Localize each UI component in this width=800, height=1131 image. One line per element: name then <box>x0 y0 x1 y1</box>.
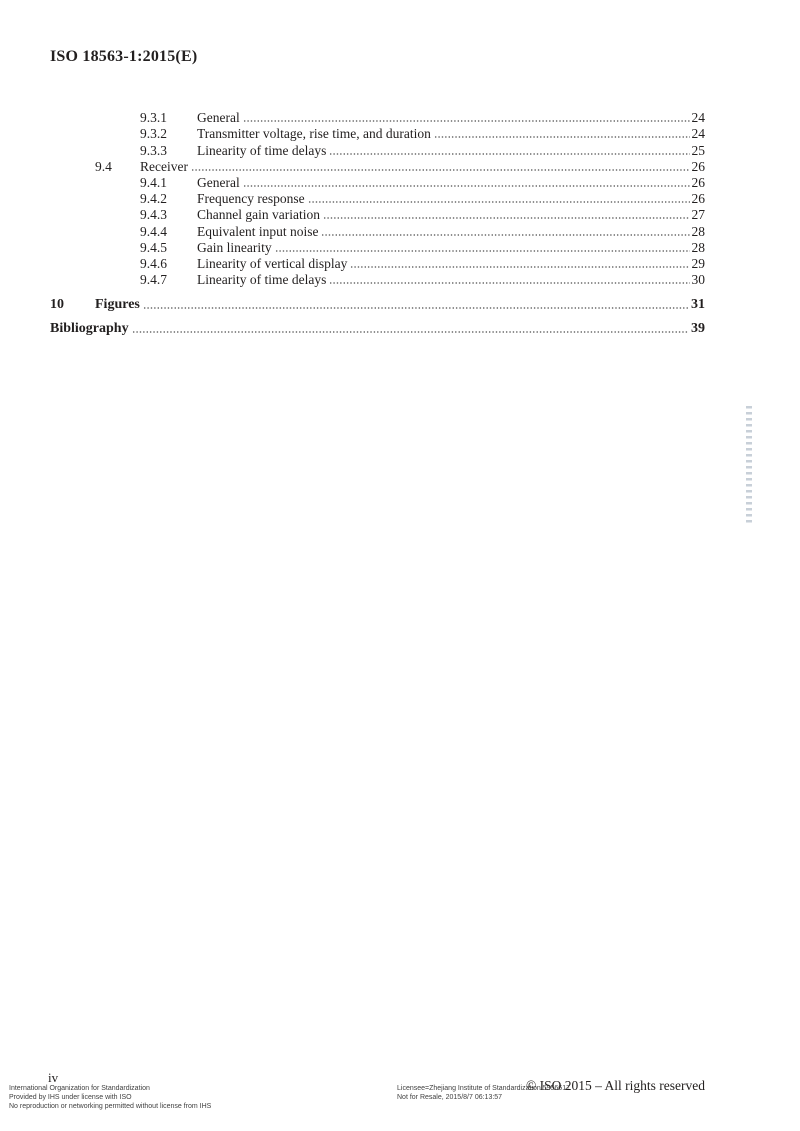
toc-entry-number: 9.4.7 <box>140 272 167 288</box>
document-header-title: ISO 18563-1:2015(E) <box>50 48 198 65</box>
toc-entry-page-number: 26 <box>691 158 705 174</box>
toc-entry <box>50 174 705 190</box>
dot-leader <box>323 217 690 219</box>
toc-entry-page-number: 26 <box>691 191 705 207</box>
toc-entry <box>50 320 705 336</box>
toc-entry-title: Gain linearity <box>197 239 272 255</box>
toc-entry-title: Linearity of time delays <box>197 142 327 158</box>
toc-entry-page-number: 24 <box>691 126 705 142</box>
toc-entry <box>50 222 705 238</box>
toc-entry-page-number: 27 <box>691 207 705 223</box>
toc-entry-page-number: 39 <box>691 321 705 337</box>
toc-entry <box>50 206 705 222</box>
toc-entry <box>50 255 705 271</box>
toc-entry <box>50 296 705 312</box>
dot-leader <box>329 282 689 284</box>
toc-entry-title: Channel gain variation <box>197 207 320 223</box>
footer-licensee-line: Licensee=Zhejiang Institute of Standardization 5956617 <box>397 1085 570 1092</box>
toc-entry <box>50 109 705 125</box>
toc-entry-title: Bibliography <box>50 321 129 337</box>
toc-entry <box>50 125 705 141</box>
toc-entry-number: 9.4.6 <box>140 255 167 271</box>
toc-entry-page-number: 31 <box>691 296 705 312</box>
toc-entry-number: 9.4.3 <box>140 207 167 223</box>
dot-leader <box>308 201 690 203</box>
toc-entry-number: 9.4 <box>95 158 112 174</box>
dot-leader <box>243 120 690 122</box>
toc-entry-page-number: 25 <box>691 142 705 158</box>
footer-license-block-left <box>9 1084 211 1111</box>
toc-entry <box>50 239 705 255</box>
right-margin-vertical-license-text <box>746 406 752 524</box>
toc-entry-number: 10 <box>50 296 64 312</box>
toc-entry-title: Frequency response <box>197 191 305 207</box>
toc-entry-page-number: 30 <box>691 272 705 288</box>
toc-entry <box>50 141 705 157</box>
toc-entry-number: 9.4.5 <box>140 239 167 255</box>
toc-entry-number: 9.3.1 <box>140 110 167 126</box>
toc-entry-page-number: 24 <box>691 110 705 126</box>
toc-entry <box>50 190 705 206</box>
dot-leader <box>191 169 690 171</box>
toc-entry-title: Linearity of vertical display <box>197 255 348 271</box>
toc-entry-page-number: 29 <box>691 255 705 271</box>
dot-leader <box>350 266 689 268</box>
toc-entry-number: 9.4.4 <box>140 223 167 239</box>
footer-copyright-notice: © ISO 2015 – All rights reserved <box>526 1078 705 1093</box>
dot-leader <box>321 234 689 236</box>
toc-entry-title: Equivalent input noise <box>197 223 319 239</box>
footer-page-number: iv <box>48 1070 59 1085</box>
dot-leader <box>275 250 690 252</box>
toc-entry-title: General <box>197 110 240 126</box>
toc-entry <box>50 271 705 287</box>
toc-entry-page-number: 28 <box>691 223 705 239</box>
toc-entry-title: Transmitter voltage, rise time, and duration <box>197 126 431 142</box>
dot-leader <box>132 331 689 333</box>
toc-entry-title: Linearity of time delays <box>197 272 327 288</box>
footer-resale-line: Not for Resale, 2015/8/7 06:13:57 <box>397 1094 503 1101</box>
dot-leader <box>329 153 689 155</box>
dot-leader <box>434 136 690 138</box>
toc-entry-number: 9.4.1 <box>140 174 167 190</box>
toc-entry-title: General <box>197 174 240 190</box>
toc-list <box>50 109 705 336</box>
footer-license-line: Provided by IHS under license with ISO <box>9 1094 132 1101</box>
toc-entry-title: Receiver <box>140 158 188 174</box>
toc-entry-number: 9.3.3 <box>140 142 167 158</box>
toc-entry-page-number: 26 <box>691 174 705 190</box>
footer-license-line: International Organization for Standardization <box>9 1085 150 1092</box>
toc-entry-title: Figures <box>95 296 140 312</box>
toc-entry <box>50 158 705 174</box>
toc-entry-number: 9.4.2 <box>140 191 167 207</box>
dot-leader <box>143 307 689 309</box>
dot-leader <box>243 185 690 187</box>
toc-entry-number: 9.3.2 <box>140 126 167 142</box>
toc-entry-page-number: 28 <box>691 239 705 255</box>
footer-license-line: No reproduction or networking permitted without license from IHS <box>9 1103 212 1110</box>
